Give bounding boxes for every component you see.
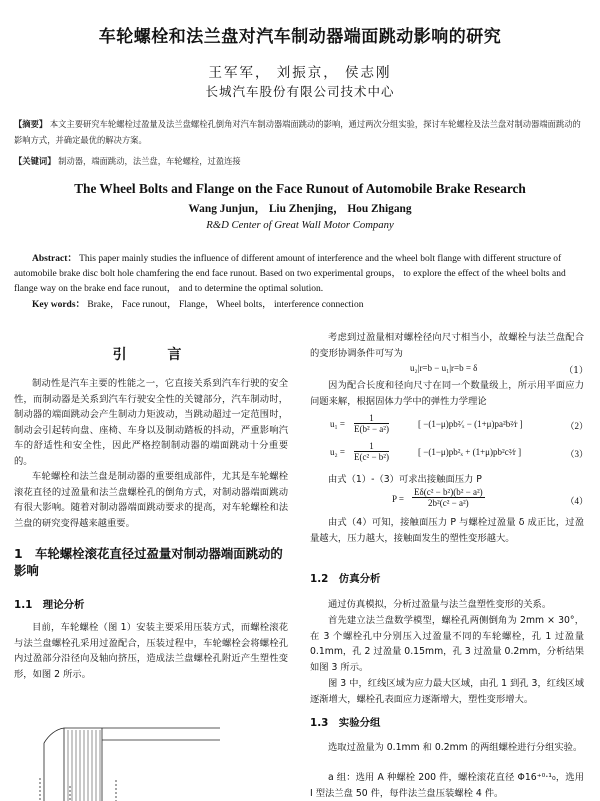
section-1-2-paragraph-3: 图 3 中，红线区域为应力最大区域，由孔 1 到孔 3，红线区域逐渐增大，螺栓孔表面应力逐渐增大，塑性变形增大。 [310, 678, 584, 705]
section-1-3-paragraph-1: 选取过盈量为 0.1mm 和 0.2mm 的两组螺栓进行分组实验。 [328, 742, 583, 753]
keywords-en-label: Key words： [32, 300, 86, 310]
equation-2 [310, 413, 588, 437]
section-1-3-paragraph-2: a 组：选用 A 种螺栓 200 件，螺栓滚花直径 Φ16⁺⁰·¹₀，选用 I 型法兰盘 50 件，每件法兰盘压装螺栓 4 件。 [310, 772, 584, 799]
section-1-2-paragraph-1: 通过仿真模拟，分析过盈量与法兰盘塑性变形的关系。 [328, 599, 552, 610]
abstract-zh [14, 116, 588, 148]
knurl-lines [68, 730, 100, 801]
keywords-zh-text: 制动器，端面跳动，法兰盘，车轮螺栓，过盈连接 [58, 156, 241, 166]
section-1-1-paragraph: 目前，车轮螺栓（图 1）安装主要采用压装方式，而螺栓滚花与法兰盘螺栓孔采用过盈配合，压装过程中，车轮螺栓会将螺栓孔内过盈部分沿径向及轴向挤压，造成法兰盘螺栓孔附近产生塑性变形，如图 2 所示。 [14, 622, 288, 680]
equation-2-term: [ −(1−μ)pb²⁄ₓ − (1+μ)pa²b²⁄r ] [418, 419, 523, 429]
english-authors: Wang Junjun， Liu Zhenjing， Hou Zhigang [188, 203, 412, 215]
right-paragraph-4: 由式（4）可知，接触面压力 P 与螺栓过盈量 δ 成正比，过盈量越大，压力越大，接触面发生的塑性变形越大。 [310, 517, 584, 544]
english-title: The Wheel Bolts and Flange on the Face Runout of Automobile Brake Research [74, 181, 526, 196]
paper-title: 车轮螺栓和法兰盘对汽车制动器端面跳动影响的研究 [98, 27, 502, 47]
equation-3-lhs: u₂ = [330, 447, 345, 457]
abstract-en-label: Abstract： [32, 254, 77, 264]
right-paragraph-3: 由式（1）-（3）可求出接触面压力 P [328, 474, 482, 485]
equation-2-fraction: $\frac{1}{\text{E(b² − a²)}}$ [354, 413, 389, 434]
right-paragraph-1: 考虑到过盈量相对螺栓径向尺寸相当小，故螺栓与法兰盘配合的变形协调条件可写为 [310, 332, 584, 359]
right-paragraph-2: 因为配合长度和径向尺寸在同一个数量级上，所示用平面应力问题来解，根据固体力学中的弹性力学理论 [310, 380, 584, 407]
keywords-en-text: Brake， Face runout， Flange， Wheel bolts， interference connection [87, 300, 364, 310]
keywords-zh-label: 【关键词】 [14, 156, 56, 166]
intro-heading: 引 言 [112, 347, 200, 363]
keywords-en [32, 298, 600, 313]
equation-3-term: [ −(1−μ)pb²ₓ + (1+μ)pb²c²⁄r ] [418, 447, 522, 457]
abstract-zh-text: 本文主要研究车轮螺栓过盈量及法兰盘螺栓孔倒角对汽车制动器端面跳动的影响，通过两次分组实验，探讨车轮螺栓及法兰盘对制动器端面跳动的影响方式，并确定最优的解决方案。 [14, 119, 581, 145]
equation-3 [310, 441, 588, 465]
equation-2-number: （2） [565, 421, 588, 431]
section-1-2-heading: 1.2 仿真分析 [310, 573, 381, 585]
equation-4-number: （4） [565, 496, 588, 506]
english-affiliation: R&D Center of Great Wall Motor Company [206, 219, 394, 231]
abstract-en [14, 252, 590, 298]
abstract-en-text: This paper mainly studies the influence of different amount of interference and the wheel bolt flange with different structure of automobile brake disc bolt hole chamfering the end face runout. Based on two experimental groups， to explore the effect of the wheel bolts and flange way on the brake end face runout， and to determine the optimal solution. [14, 254, 566, 295]
intro-paragraph-1: 制动性是汽车主要的性能之一，它直接关系到汽车行驶的安全性，而制动器是关系到汽车行驶安全性的关键部分，汽车制动时，制动器的端面跳动会产生制动力矩波动，当跳动超过一定范围时，制动会引起转向盘、座椅、车身以及制动踏板的抖动，严重影响汽车的舒适性和安全性，因此严格控制制动器的端面跳动十分重要的。 [14, 378, 288, 467]
bolt-shank-top [44, 728, 220, 743]
section-1-1-heading: 1.1 理论分析 [14, 599, 85, 611]
equation-2-lhs: u₁ = [330, 419, 345, 429]
bolt-figure [30, 668, 230, 801]
equation-4 [310, 487, 588, 513]
equation-1-body: u₂|r=b − u₁|r=b = δ [410, 363, 478, 373]
section-1-2-paragraph-2: 首先建立法兰盘数学模型，螺栓孔两侧倒角为 2mm × 30°，在 3 个螺栓孔中分别压入过盈量不同的车轮螺栓，孔 1 过盈量 0.1mm，孔 2 过盈量 0.15mm，孔 3 过盈量 0.2mm，分析结果如图 3 所示。 [310, 615, 584, 673]
paper-authors: 王军军， 刘振京， 侯志刚 [208, 65, 392, 81]
paper-affiliation: 长城汽车股份有限公司技术中心 [205, 84, 395, 99]
section-1-heading: 1 车轮螺栓滚花直径过盈量对制动器端面跳动的影响 [14, 546, 283, 578]
keywords-zh [14, 153, 588, 169]
section-1-3-heading: 1.3 实验分组 [310, 717, 381, 729]
intro-paragraph-2: 车轮螺栓和法兰盘是制动器的重要组成部件，尤其是车轮螺栓滚花直径的过盈量和法兰盘螺栓孔的倒角方式，对制动器端面跳动有很大影响。随着对制动器端面跳动要求的提高，对车轮螺栓和法兰盘的研究变得越来越重要。 [14, 471, 288, 529]
abstract-zh-label: 【摘要】 [14, 119, 48, 129]
equation-4-fraction: $\frac{\text{Eδ(c² − b²)(b² − a²)}}{\text{2b²(c² − a²)}}$ [414, 487, 483, 508]
equation-3-number: （3） [565, 449, 588, 459]
equation-3-fraction: $\frac{1}{\text{E(c² − b²)}}$ [354, 441, 389, 462]
equation-4-lhs: P = [392, 494, 404, 504]
equation-1-number: （1） [564, 366, 588, 376]
